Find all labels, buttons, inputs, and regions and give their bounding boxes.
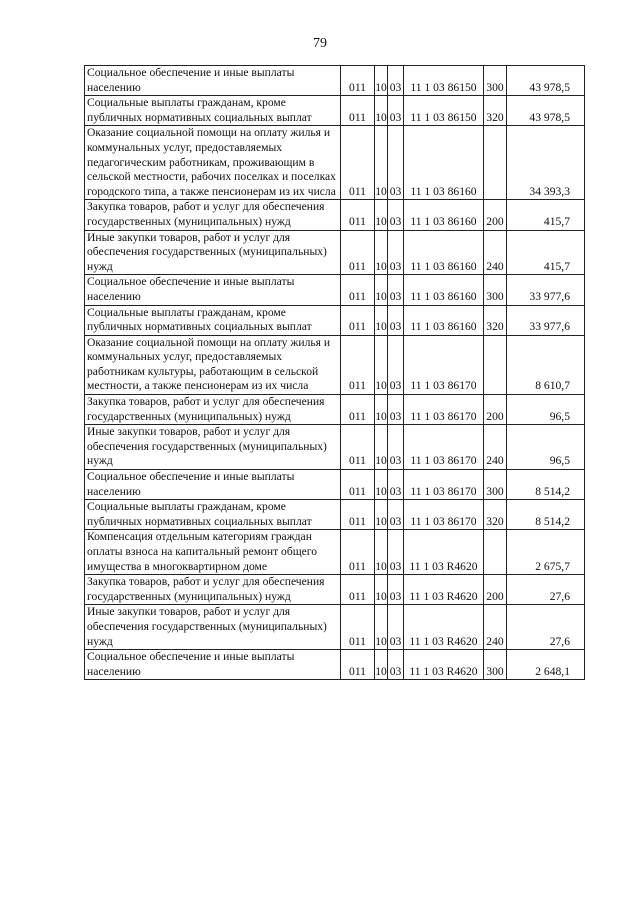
row-expense-type: 320 bbox=[484, 305, 507, 335]
table-row bbox=[85, 66, 585, 96]
row-expense-type: 300 bbox=[484, 275, 507, 305]
row-subsection-code: 03 bbox=[388, 650, 404, 680]
row-section-code: 10 bbox=[375, 395, 388, 425]
row-admin-code: 011 bbox=[341, 275, 375, 305]
row-expense-type bbox=[484, 530, 507, 575]
row-name: Социальное обеспечение и иные выплаты населению bbox=[85, 650, 341, 680]
row-section-code: 10 bbox=[375, 305, 388, 335]
row-name: Социальное обеспечение и иные выплаты населению bbox=[85, 470, 341, 500]
row-name: Иные закупки товаров, работ и услуг для обеспечения государственных (муниципальных) нужд bbox=[85, 605, 341, 650]
row-amount: 27,6 bbox=[507, 575, 585, 605]
row-expense-type: 240 bbox=[484, 230, 507, 275]
row-section-code: 10 bbox=[375, 275, 388, 305]
row-admin-code: 011 bbox=[341, 66, 375, 96]
table-row bbox=[85, 575, 585, 605]
row-section-code: 10 bbox=[375, 335, 388, 394]
row-name: Закупка товаров, работ и услуг для обеспечения государственных (муниципальных) нужд bbox=[85, 395, 341, 425]
row-admin-code: 011 bbox=[341, 530, 375, 575]
row-target-code: 11 1 03 86150 bbox=[404, 66, 484, 96]
row-subsection-code: 03 bbox=[388, 275, 404, 305]
table-row bbox=[85, 126, 585, 200]
row-expense-type: 200 bbox=[484, 575, 507, 605]
table-row bbox=[85, 530, 585, 575]
row-subsection-code: 03 bbox=[388, 605, 404, 650]
row-target-code: 11 1 03 86170 bbox=[404, 500, 484, 530]
row-section-code: 10 bbox=[375, 470, 388, 500]
row-subsection-code: 03 bbox=[388, 66, 404, 96]
page-number: 79 bbox=[313, 36, 327, 51]
row-name: Социальные выплаты гражданам, кроме публичных нормативных социальных выплат bbox=[85, 305, 341, 335]
row-admin-code: 011 bbox=[341, 335, 375, 394]
row-admin-code: 011 bbox=[341, 96, 375, 126]
budget-table-body bbox=[85, 66, 585, 680]
row-amount: 8 514,2 bbox=[507, 470, 585, 500]
row-admin-code: 011 bbox=[341, 470, 375, 500]
table-row bbox=[85, 650, 585, 680]
row-expense-type: 240 bbox=[484, 605, 507, 650]
row-amount: 96,5 bbox=[507, 395, 585, 425]
row-section-code: 10 bbox=[375, 96, 388, 126]
row-expense-type: 300 bbox=[484, 66, 507, 96]
row-target-code: 11 1 03 86170 bbox=[404, 470, 484, 500]
row-section-code: 10 bbox=[375, 66, 388, 96]
table-row bbox=[85, 335, 585, 394]
row-subsection-code: 03 bbox=[388, 230, 404, 275]
row-target-code: 11 1 03 86160 bbox=[404, 200, 484, 230]
table-row bbox=[85, 200, 585, 230]
row-subsection-code: 03 bbox=[388, 200, 404, 230]
table-row bbox=[85, 305, 585, 335]
row-name: Закупка товаров, работ и услуг для обеспечения государственных (муниципальных) нужд bbox=[85, 200, 341, 230]
row-subsection-code: 03 bbox=[388, 470, 404, 500]
row-expense-type: 320 bbox=[484, 500, 507, 530]
row-admin-code: 011 bbox=[341, 605, 375, 650]
row-name: Компенсация отдельным категориям граждан оплаты взноса на капитальный ремонт общего имущества в многоквартирном доме bbox=[85, 530, 341, 575]
row-target-code: 11 1 03 R4620 bbox=[404, 530, 484, 575]
row-amount: 2 675,7 bbox=[507, 530, 585, 575]
row-section-code: 10 bbox=[375, 500, 388, 530]
row-expense-type: 240 bbox=[484, 425, 507, 470]
row-name: Социальные выплаты гражданам, кроме публичных нормативных социальных выплат bbox=[85, 500, 341, 530]
row-expense-type bbox=[484, 335, 507, 394]
table-row bbox=[85, 96, 585, 126]
row-amount: 415,7 bbox=[507, 200, 585, 230]
row-amount: 2 648,1 bbox=[507, 650, 585, 680]
row-subsection-code: 03 bbox=[388, 500, 404, 530]
table-row bbox=[85, 230, 585, 275]
row-subsection-code: 03 bbox=[388, 395, 404, 425]
row-name: Социальное обеспечение и иные выплаты населению bbox=[85, 275, 341, 305]
table-row bbox=[85, 425, 585, 470]
row-amount: 27,6 bbox=[507, 605, 585, 650]
row-amount: 34 393,3 bbox=[507, 126, 585, 200]
row-section-code: 10 bbox=[375, 126, 388, 200]
table-row bbox=[85, 470, 585, 500]
row-amount: 33 977,6 bbox=[507, 275, 585, 305]
row-section-code: 10 bbox=[375, 605, 388, 650]
row-amount: 33 977,6 bbox=[507, 305, 585, 335]
row-subsection-code: 03 bbox=[388, 425, 404, 470]
row-name: Иные закупки товаров, работ и услуг для обеспечения государственных (муниципальных) нужд bbox=[85, 425, 341, 470]
row-amount: 43 978,5 bbox=[507, 66, 585, 96]
row-expense-type: 300 bbox=[484, 470, 507, 500]
row-admin-code: 011 bbox=[341, 500, 375, 530]
row-name: Закупка товаров, работ и услуг для обеспечения государственных (муниципальных) нужд bbox=[85, 575, 341, 605]
row-admin-code: 011 bbox=[341, 305, 375, 335]
row-expense-type: 300 bbox=[484, 650, 507, 680]
row-target-code: 11 1 03 86150 bbox=[404, 96, 484, 126]
table-row bbox=[85, 500, 585, 530]
table-row bbox=[85, 275, 585, 305]
row-target-code: 11 1 03 86170 bbox=[404, 335, 484, 394]
row-target-code: 11 1 03 86160 bbox=[404, 275, 484, 305]
row-section-code: 10 bbox=[375, 425, 388, 470]
row-target-code: 11 1 03 R4620 bbox=[404, 650, 484, 680]
row-section-code: 10 bbox=[375, 530, 388, 575]
row-subsection-code: 03 bbox=[388, 126, 404, 200]
table-row bbox=[85, 605, 585, 650]
row-admin-code: 011 bbox=[341, 126, 375, 200]
row-amount: 96,5 bbox=[507, 425, 585, 470]
row-target-code: 11 1 03 R4620 bbox=[404, 605, 484, 650]
row-admin-code: 011 bbox=[341, 200, 375, 230]
row-target-code: 11 1 03 R4620 bbox=[404, 575, 484, 605]
row-target-code: 11 1 03 86170 bbox=[404, 425, 484, 470]
row-name: Оказание социальной помощи на оплату жилья и коммунальных услуг, предоставляемых педагогическим работникам, проживающим в сельской местности, рабочих поселках и поселках городского типа, а также пенсионерам из их числа bbox=[85, 126, 341, 200]
row-expense-type: 320 bbox=[484, 96, 507, 126]
row-target-code: 11 1 03 86160 bbox=[404, 305, 484, 335]
row-admin-code: 011 bbox=[341, 650, 375, 680]
row-target-code: 11 1 03 86170 bbox=[404, 395, 484, 425]
row-admin-code: 011 bbox=[341, 395, 375, 425]
row-target-code: 11 1 03 86160 bbox=[404, 230, 484, 275]
row-section-code: 10 bbox=[375, 650, 388, 680]
row-amount: 8 514,2 bbox=[507, 500, 585, 530]
row-section-code: 10 bbox=[375, 200, 388, 230]
row-subsection-code: 03 bbox=[388, 575, 404, 605]
row-name: Социальное обеспечение и иные выплаты населению bbox=[85, 66, 341, 96]
row-subsection-code: 03 bbox=[388, 305, 404, 335]
row-subsection-code: 03 bbox=[388, 530, 404, 575]
row-subsection-code: 03 bbox=[388, 96, 404, 126]
row-expense-type bbox=[484, 126, 507, 200]
row-admin-code: 011 bbox=[341, 230, 375, 275]
row-target-code: 11 1 03 86160 bbox=[404, 126, 484, 200]
row-section-code: 10 bbox=[375, 575, 388, 605]
row-name: Иные закупки товаров, работ и услуг для обеспечения государственных (муниципальных) нужд bbox=[85, 230, 341, 275]
row-amount: 43 978,5 bbox=[507, 96, 585, 126]
row-name: Оказание социальной помощи на оплату жилья и коммунальных услуг, предоставляемых работникам культуры, работающим в сельской местности, а также пенсионерам из их числа bbox=[85, 335, 341, 394]
row-subsection-code: 03 bbox=[388, 335, 404, 394]
row-admin-code: 011 bbox=[341, 575, 375, 605]
row-name: Социальные выплаты гражданам, кроме публичных нормативных социальных выплат bbox=[85, 96, 341, 126]
row-expense-type: 200 bbox=[484, 200, 507, 230]
row-section-code: 10 bbox=[375, 230, 388, 275]
row-amount: 415,7 bbox=[507, 230, 585, 275]
row-expense-type: 200 bbox=[484, 395, 507, 425]
budget-table bbox=[84, 65, 585, 680]
row-admin-code: 011 bbox=[341, 425, 375, 470]
table-row bbox=[85, 395, 585, 425]
row-amount: 8 610,7 bbox=[507, 335, 585, 394]
